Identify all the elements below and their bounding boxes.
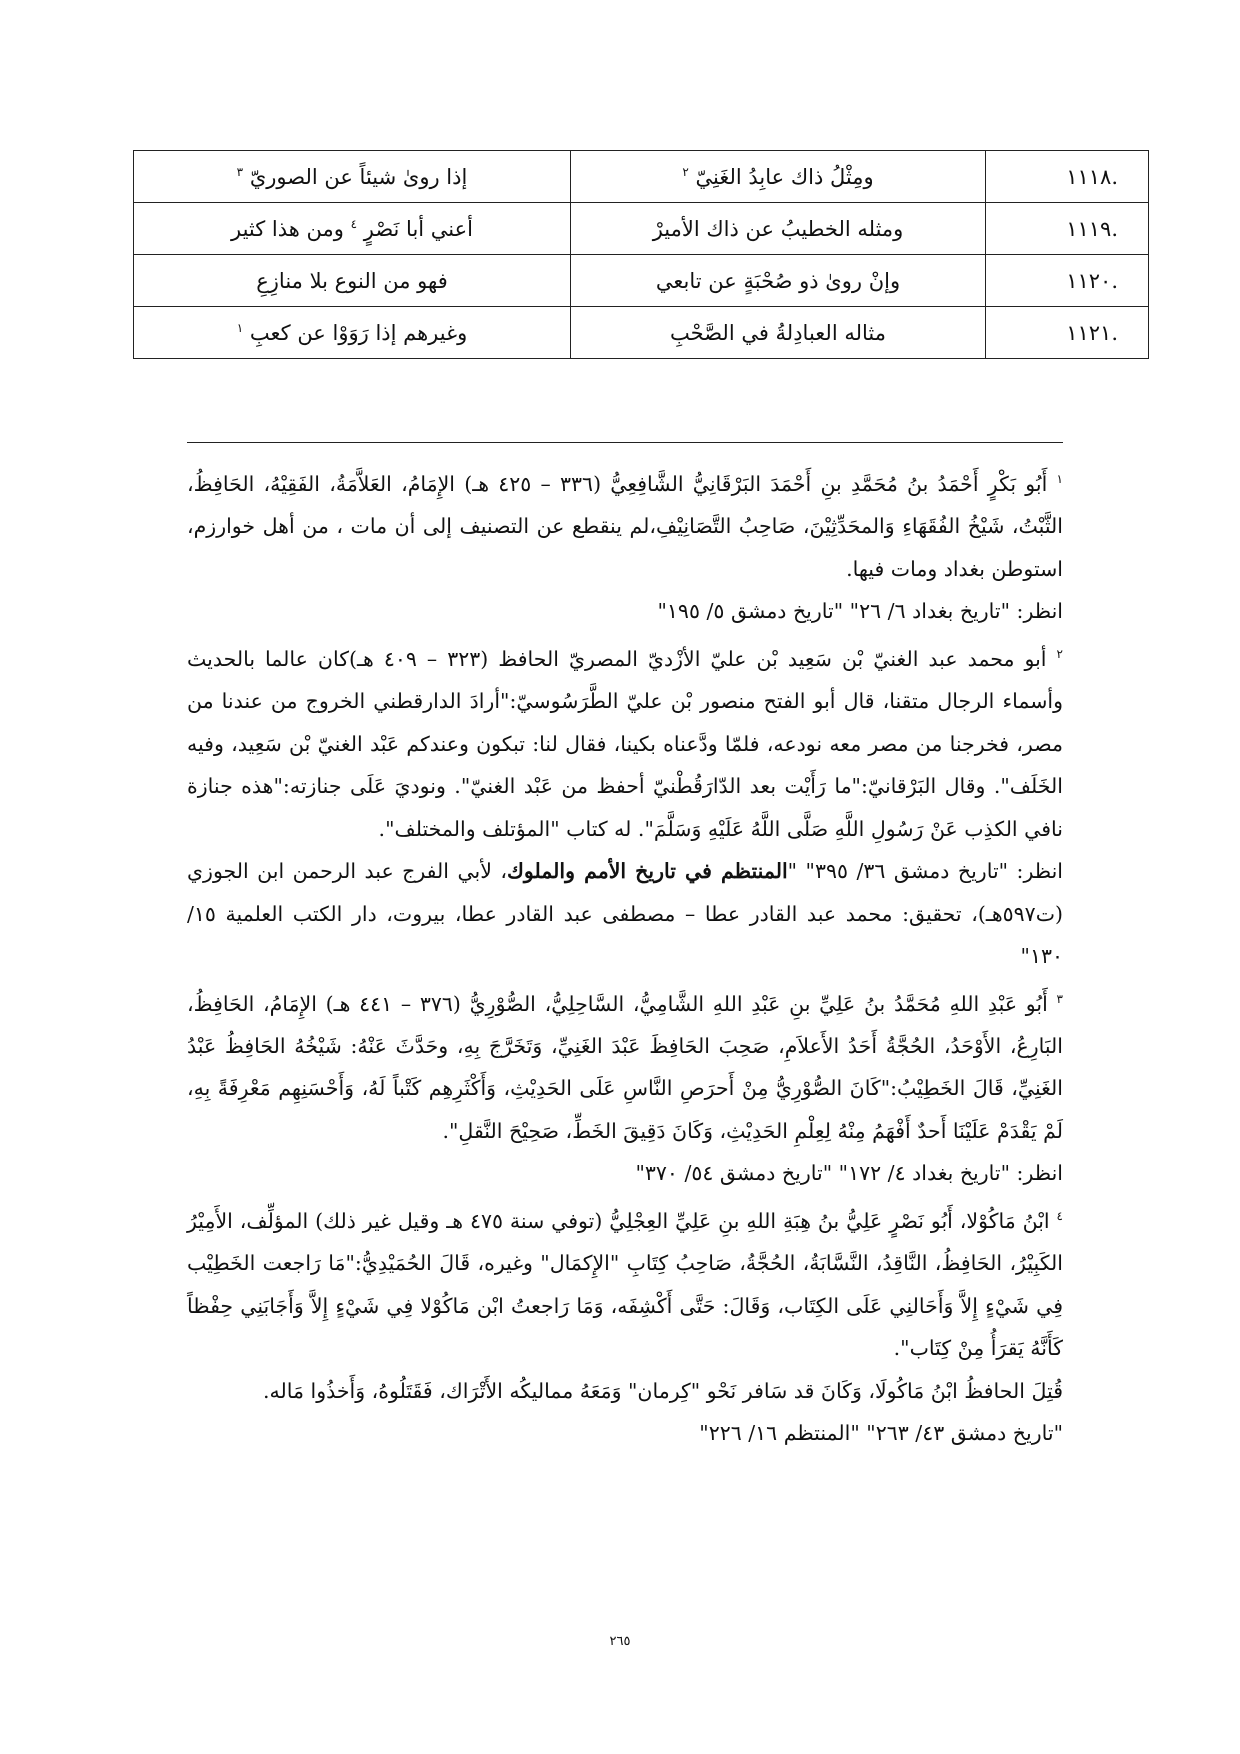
reference-text: انظر: "تاريخ دمشق ٣٦/ ٣٩٥" ": [787, 859, 1063, 884]
footnote-reference: "تاريخ دمشق ٤٣/ ٢٦٣" "المنتظم ١٦/ ٢٢٦": [699, 1421, 1063, 1446]
verse-number: .١١١٩: [986, 203, 1149, 255]
verse-second-hemistich: [134, 203, 571, 255]
verse-second-hemistich: [134, 151, 571, 203]
reference-text: ، لأبي الفرج عبد الرحمن ابن الجوزي (ت٥٩٧هـ)، تحقيق: محمد عبد القادر عطا – مصطفى عبد القادر عطا، بيروت، دار الكتب العلمية ١٥/ ١٣٠": [187, 859, 1063, 969]
footnote-text: أبو محمد عبد الغنيّ بْن سَعِيد بْن عليّ الأزْديّ المصريّ الحافظ (٣٢٣ – ٤٠٩ هـ)كان عالما بالحديث وأسماء الرجال متقنا، قال أبو الفتح منصور بْن عليّ الطَّرَسُوسيّ:"أرادَ الدارقطني الخروج من عندنا من مصر، فخرجنا من مصر معه نودعه، فلمّا ودَّعناه بكينا، فقال لنا: تبكون وعندكم عَبْد الغنيّ بْن سَعِيد، وفيه الخَلَف". وقال البَرْقانيّ:"ما رَأَيْت بعد الدّارَقُطْنيّ أحفظ من عَبْد الغنيّ". ونوديَ عَلَى جنازته:"هذه جنازة نافي الكذِب عَنْ رَسُولِ اللَّهِ صَلَّى اللَّهُ عَلَيْهِ وَسَلَّمَ". له كتاب "المؤتلف والمختلف".: [187, 646, 1063, 841]
footnote-3: [187, 978, 1063, 1153]
verse-text: إذا روىٰ شيئاً عن الصوريّ: [249, 164, 468, 189]
footnote-marker: ١: [1056, 472, 1063, 486]
verse-table: [133, 150, 1149, 359]
verse-text: ومثله الخطيبُ عن ذاك الأميرْ: [652, 216, 904, 241]
footnote-reference: انظر: "تاريخ بغداد ٤/ ١٧٢" "تاريخ دمشق ٥٤/ ٣٧٠": [635, 1161, 1063, 1186]
footnote-text: ابْنُ مَاكُوْلا، أَبُو نَصْرٍ عَلِيُّ بنُ هِبَةِ اللهِ بنِ عَلِيِّ العِجْلِيُّ (توفي سنة ٤٧٥ هـ وقيل غير ذلك) المؤلِّف، الأَمِيْرُ الكَبِيْرُ، الحَافِظُ، النَّاقِدُ، النَّسَّابَةُ، الحُجَّةُ، صَاحِبُ كِتَابِ "الإِكمَال" وغيره، قَالَ الحُمَيْدِيُّ:"مَا رَاجعت الخَطِيْب فِي شَيْءٍ إِلاَّ وَأَحَالنِي عَلَى الكِتَاب، وَقَالَ: حَتَّى أَكْشِفَه، وَمَا رَاجعتُ ابْن مَاكُوْلا فِي شَيْءٍ إِلاَّ وَأَجَابَنِي حِفْظاً كَأَنَّهُ يَقرَأُ مِنْ كِتَاب".: [187, 1208, 1063, 1361]
footnote-text: أَبُو بَكْرٍ أَحْمَدُ بنُ مُحَمَّدِ بنِ أَحْمَدَ البَرْقَانِيُّ الشَّافِعِيُّ (٣٣٦ – ٤٢٥ هـ) الإِمَامُ، العَلاَّمَةُ، الفَقِيْهُ، الحَافِظُ، الثَّبْتُ، شَيْخُ الفُقَهَاءِ وَالمحَدِّثِيْنَ، صَاحِبُ التَّصَانِيْفِ،لم ينقطع عن التصنيف إلى أن مات ، من أهل خوارزم، استوطن بغداد ومات فيها.: [187, 471, 1063, 581]
book-title: المنتظم في تاريخ الأمم والملوك: [507, 859, 788, 884]
footnote-marker: ٢: [682, 164, 689, 179]
page-number: ٢٦٥: [609, 1634, 631, 1649]
footnote-marker: ١: [236, 320, 244, 335]
footnote-marker: ٢: [1056, 646, 1063, 661]
footnote-4: [187, 1195, 1063, 1370]
footnote-marker: ٤: [350, 216, 358, 231]
footnote-1: [187, 458, 1063, 590]
verse-text: مثاله العبادِلةُ في الصَّحْبِ: [670, 320, 886, 345]
footnote-reference: انظر: "تاريخ بغداد ٦/ ٢٦" "تاريخ دمشق ٥/ ١٩٥": [657, 599, 1063, 624]
verse-row: [134, 255, 1149, 307]
verse-text: أعني أبا نَصْرٍ: [363, 216, 474, 241]
verse-number: .١١٢١: [986, 307, 1149, 359]
verse-first-hemistich: [571, 307, 986, 359]
footnote-marker: ٤: [1056, 1208, 1063, 1223]
verse-first-hemistich: [571, 203, 986, 255]
verse-text: ومِثْلُ ذاك عابِدُ الغَنِيّ: [695, 164, 874, 189]
footnote-marker: ٣: [236, 164, 244, 179]
verse-second-hemistich: [134, 255, 571, 307]
footnote-separator: [187, 442, 1063, 443]
footnote-reference: [187, 850, 1063, 978]
footnote-marker: ٣: [1056, 991, 1063, 1006]
verse-first-hemistich: [571, 255, 986, 307]
footnote-text: أَبُو عَبْدِ اللهِ مُحَمَّدُ بنُ عَلِيِّ بنِ عَبْدِ اللهِ الشَّامِيُّ، السَّاحِلِيُّ، الصُّوْرِيُّ (٣٧٦ – ٤٤١ هـ) الإِمَامُ، الحَافِظُ، البَارِعُ، الأَوْحَدُ، الحُجَّةُ أَحَدُ الأَعلاَمِ، صَحِبَ الحَافِظَ عَبْدَ الغَنِيِّ، وَتَخَرَّجَ بِهِ، وحَدَّثَ عَنْهُ: شَيْخُهُ الحَافِظُ عَبْدُ الغَنِيِّ، قَالَ الخَطِيْبُ:"كَانَ الصُّوْرِيُّ مِنْ أَحرَصِ النَّاسِ عَلَى الحَدِيْثِ، وَأَكْثَرِهِم كَتْباً لَهُ، وَأَحْسَنِهِم مَعْرِفَةً بِهِ، لَمْ يَقْدَمْ عَلَيْنَا أَحدٌ أَفْهَمُ مِنْهُ لِعِلْمِ الحَدِيْثِ، وَكَانَ دَقِيقَ الخَطِّ، صَحِيْحَ النَّقلِ".: [187, 991, 1063, 1143]
verse-row: [134, 151, 1149, 203]
verse-text: وإنْ روىٰ ذو صُحْبَةٍ عن تابعي: [655, 268, 901, 293]
verse-number: .١١٢٠: [986, 255, 1149, 307]
verse-text: وغيرهم إذا رَوَوْا عن كعبِ: [249, 320, 468, 345]
verse-text: فهو من النوع بلا منازِعِ: [256, 268, 448, 293]
verse-row: [134, 203, 1149, 255]
verse-first-hemistich: [571, 151, 986, 203]
verse-second-hemistich: [134, 307, 571, 359]
footnote-2: [187, 633, 1063, 850]
verse-row: [134, 307, 1149, 359]
footnotes: [187, 458, 1063, 1455]
footnote-text-continued: قُتِلَ الحافظُ ابْنُ مَاكُولَا، وَكَانَ قد سَافر نَحْو "كِرمان" وَمَعَهُ مماليكُه الأَتْرَاك، فَقَتَلُوهُ، وَأَخذُوا مَاله.: [263, 1378, 1063, 1403]
verse-text: ومن هذا كثير: [230, 216, 344, 241]
verse-number: .١١١٨: [986, 151, 1149, 203]
